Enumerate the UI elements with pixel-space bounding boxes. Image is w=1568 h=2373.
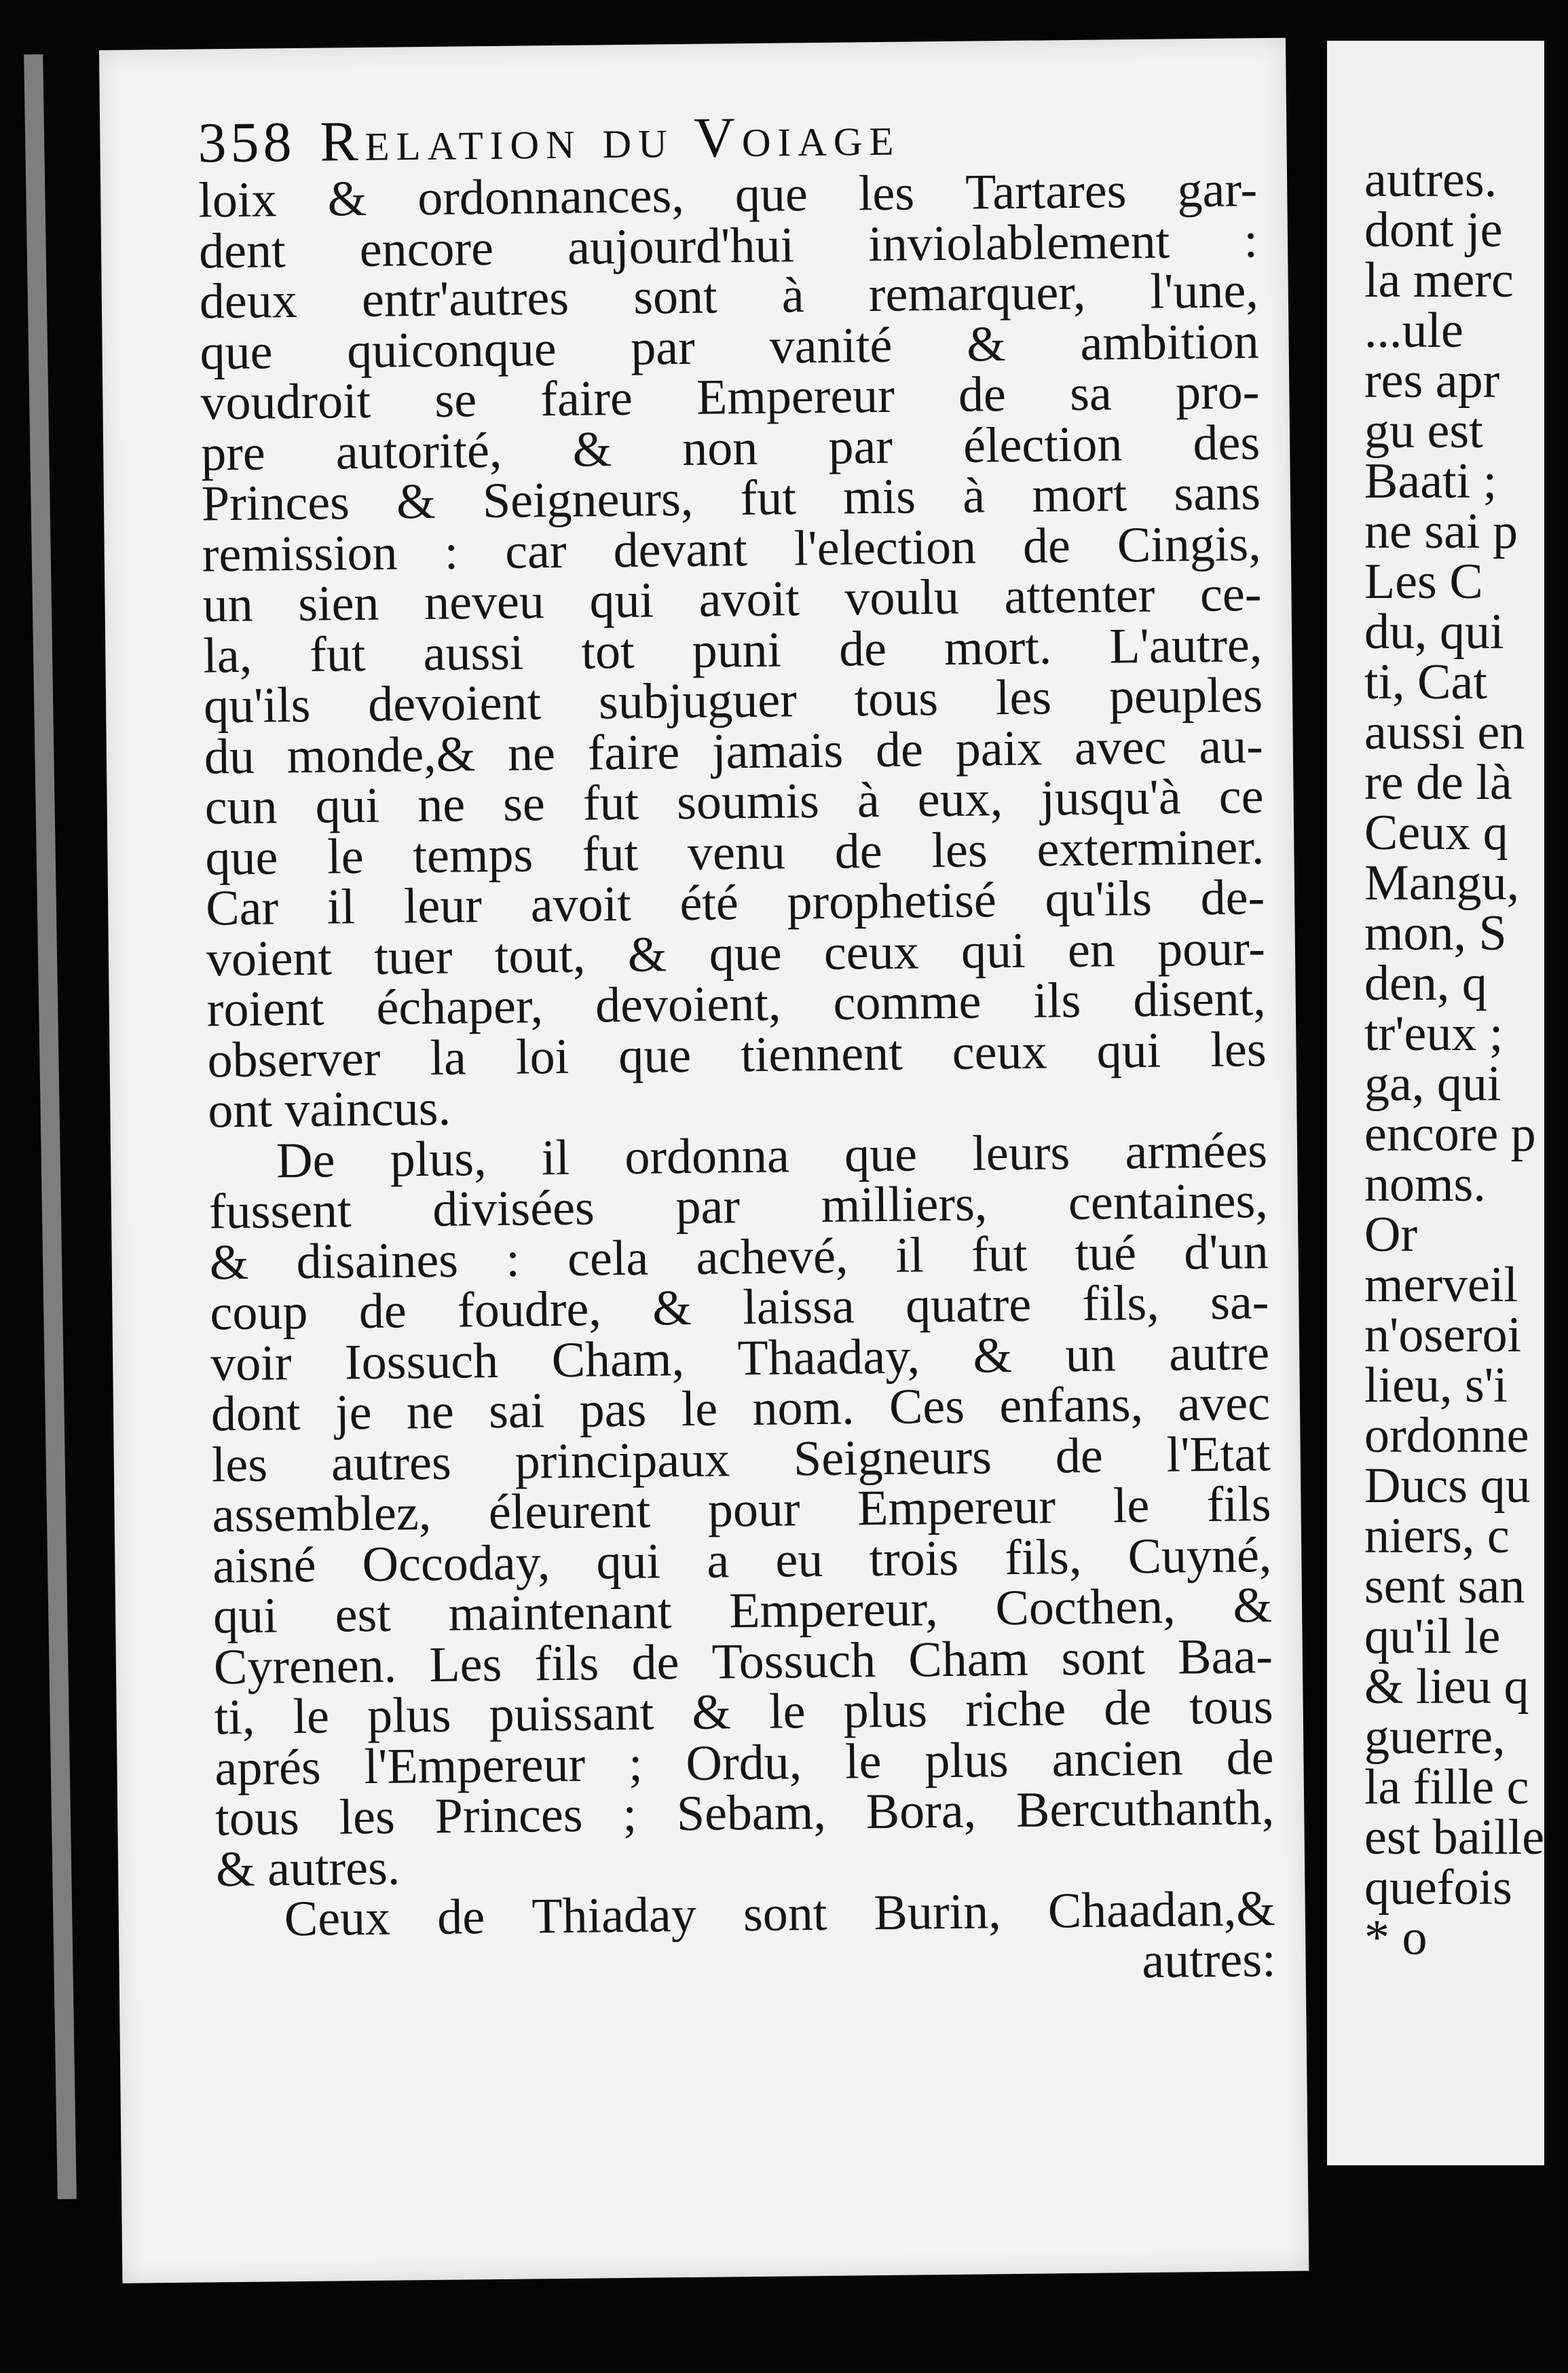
text-line: dont je ne sai pas le nom. Ces enfans, avec: [210, 1375, 1271, 1442]
right-text-line: ...ule: [1364, 303, 1463, 358]
text-line: observer la loi que tiennent ceux qui les: [207, 1021, 1267, 1088]
right-text-line: quefois: [1364, 1860, 1512, 1916]
right-text-line: ne sai p: [1364, 504, 1518, 559]
text-line: du monde,& ne faire jamais de paix avec au-: [204, 717, 1264, 785]
text-line: aprés l'Empereur ; Ordu, le plus ancien de: [214, 1729, 1274, 1796]
right-text-line: qu'il le: [1364, 1609, 1501, 1664]
text-line: Princes & Seigneurs, fut mis à mort sans: [201, 465, 1261, 532]
right-text-line: ti, Cat: [1364, 654, 1487, 710]
right-text-line: * o: [1364, 1910, 1427, 1966]
right-page: [1327, 41, 1544, 2165]
page-number: 358: [197, 110, 296, 175]
text-line: & autres.: [215, 1839, 400, 1897]
right-text-line: lieu, s'i: [1364, 1358, 1508, 1413]
text-line: dent encore aujourd'hui inviolablement :: [198, 212, 1258, 279]
right-text-line: tr'eux ;: [1364, 1006, 1504, 1062]
right-text-line: la fille c: [1364, 1759, 1529, 1815]
text-line: deux entr'autres sont à remarquer, l'une,: [199, 263, 1259, 330]
right-text-line: ordonne: [1364, 1408, 1529, 1463]
text-line: un sien neveu qui avoit voulu attenter ce-: [202, 566, 1262, 633]
text-line: tous les Princes ; Sebam, Bora, Bercuthanth,: [214, 1780, 1275, 1847]
right-text-line: Mangu,: [1364, 855, 1520, 911]
text-line: cun qui ne se fut soumis à eux, jusqu'à ce: [204, 768, 1264, 836]
text-line: voir Iossuch Cham, Thaaday, & un autre: [210, 1324, 1270, 1391]
right-text-line: Les C: [1364, 554, 1483, 610]
text-line: fussent divisées par milliers, centaines,: [208, 1173, 1269, 1240]
text-line: voudroit se faire Empereur de sa pro-: [200, 364, 1260, 431]
running-title: Relation du Voiage: [319, 104, 901, 174]
right-text-line: ga, qui: [1364, 1056, 1501, 1112]
text-line: pre autorité, & non par élection des: [200, 414, 1261, 481]
text-line: voient tuer tout, & que ceux qui en pour-: [206, 920, 1266, 987]
text-line: Ceux de Thiaday sont Burin, Chaadan,&: [284, 1881, 1276, 1947]
right-text-line: niers, c: [1364, 1508, 1510, 1564]
right-text-line: aussi en: [1364, 705, 1525, 760]
text-line: Car il leur avoit été prophetisé qu'ils de-: [205, 870, 1265, 937]
right-text-line: la merc: [1364, 253, 1514, 308]
right-text-line: autres.: [1364, 152, 1497, 208]
text-line: coup de foudre, & laissa quatre fils, sa-: [210, 1274, 1269, 1341]
right-text-line: Ceux q: [1364, 805, 1508, 861]
right-text-line: guerre,: [1364, 1709, 1506, 1765]
text-line: ont vaincus.: [207, 1080, 451, 1139]
right-text-line: encore p: [1364, 1106, 1536, 1162]
right-page-text: [1364, 152, 1568, 1966]
right-text-line: n'oseroi: [1364, 1307, 1522, 1363]
right-text-line: gu est: [1364, 403, 1483, 459]
body-text: [198, 164, 1276, 1996]
text-line: loix & ordonnances, que les Tartares gar-: [198, 162, 1258, 229]
right-text-line: & lieu q: [1364, 1659, 1529, 1715]
right-text-line: merveil: [1364, 1257, 1518, 1313]
text-line: Cyrenen. Les fils de Tossuch Cham sont Baa-: [213, 1628, 1273, 1695]
right-text-line: Or: [1364, 1207, 1418, 1263]
right-text-line: du, qui: [1364, 604, 1504, 660]
text-line: & disaines : cela achevé, il fut tué d'un: [209, 1223, 1269, 1290]
right-text-line: Ducs qu: [1364, 1458, 1531, 1514]
right-text-line: res apr: [1364, 353, 1500, 409]
right-text-line: noms.: [1364, 1157, 1486, 1212]
right-text-line: mon, S: [1364, 905, 1507, 961]
right-text-line: Baati ;: [1364, 453, 1497, 509]
text-line: De plus, il ordonna que leurs armées: [276, 1122, 1268, 1189]
text-line: qu'ils devoient subjuguer tous les peuples: [203, 667, 1263, 734]
right-text-line: est baille: [1364, 1810, 1545, 1865]
text-line: roient échaper, devoient, comme ils disent,: [206, 971, 1267, 1038]
text-line: la, fut aussi tot puni de mort. L'autre,: [202, 616, 1263, 684]
text-line: assemblez, éleurent pour Empereur le fils: [212, 1476, 1271, 1544]
right-text-line: sent san: [1364, 1558, 1525, 1614]
text-line: autres:: [1141, 1931, 1276, 1989]
text-line: qui est maintenant Empereur, Cocthen, &: [212, 1577, 1273, 1645]
right-text-line: den, q: [1364, 956, 1487, 1011]
text-line: que quiconque par vanité & ambition: [200, 313, 1259, 380]
right-text-line: dont je: [1364, 202, 1503, 258]
right-text-line: re de là: [1364, 755, 1512, 810]
text-line: les autres principaux Seigneurs de l'Etat: [211, 1425, 1271, 1493]
text-line: remission : car devant l'election de Cingis,: [202, 515, 1262, 582]
gutter-shadow: [24, 54, 77, 2199]
text-line: que le temps fut venu de les exterminer.: [205, 819, 1265, 886]
text-line: aisné Occoday, qui a eu trois fils, Cuyné,: [212, 1527, 1272, 1594]
left-page: [99, 38, 1309, 2283]
text-line: ti, le plus puissant & le plus riche de tous: [214, 1679, 1274, 1746]
